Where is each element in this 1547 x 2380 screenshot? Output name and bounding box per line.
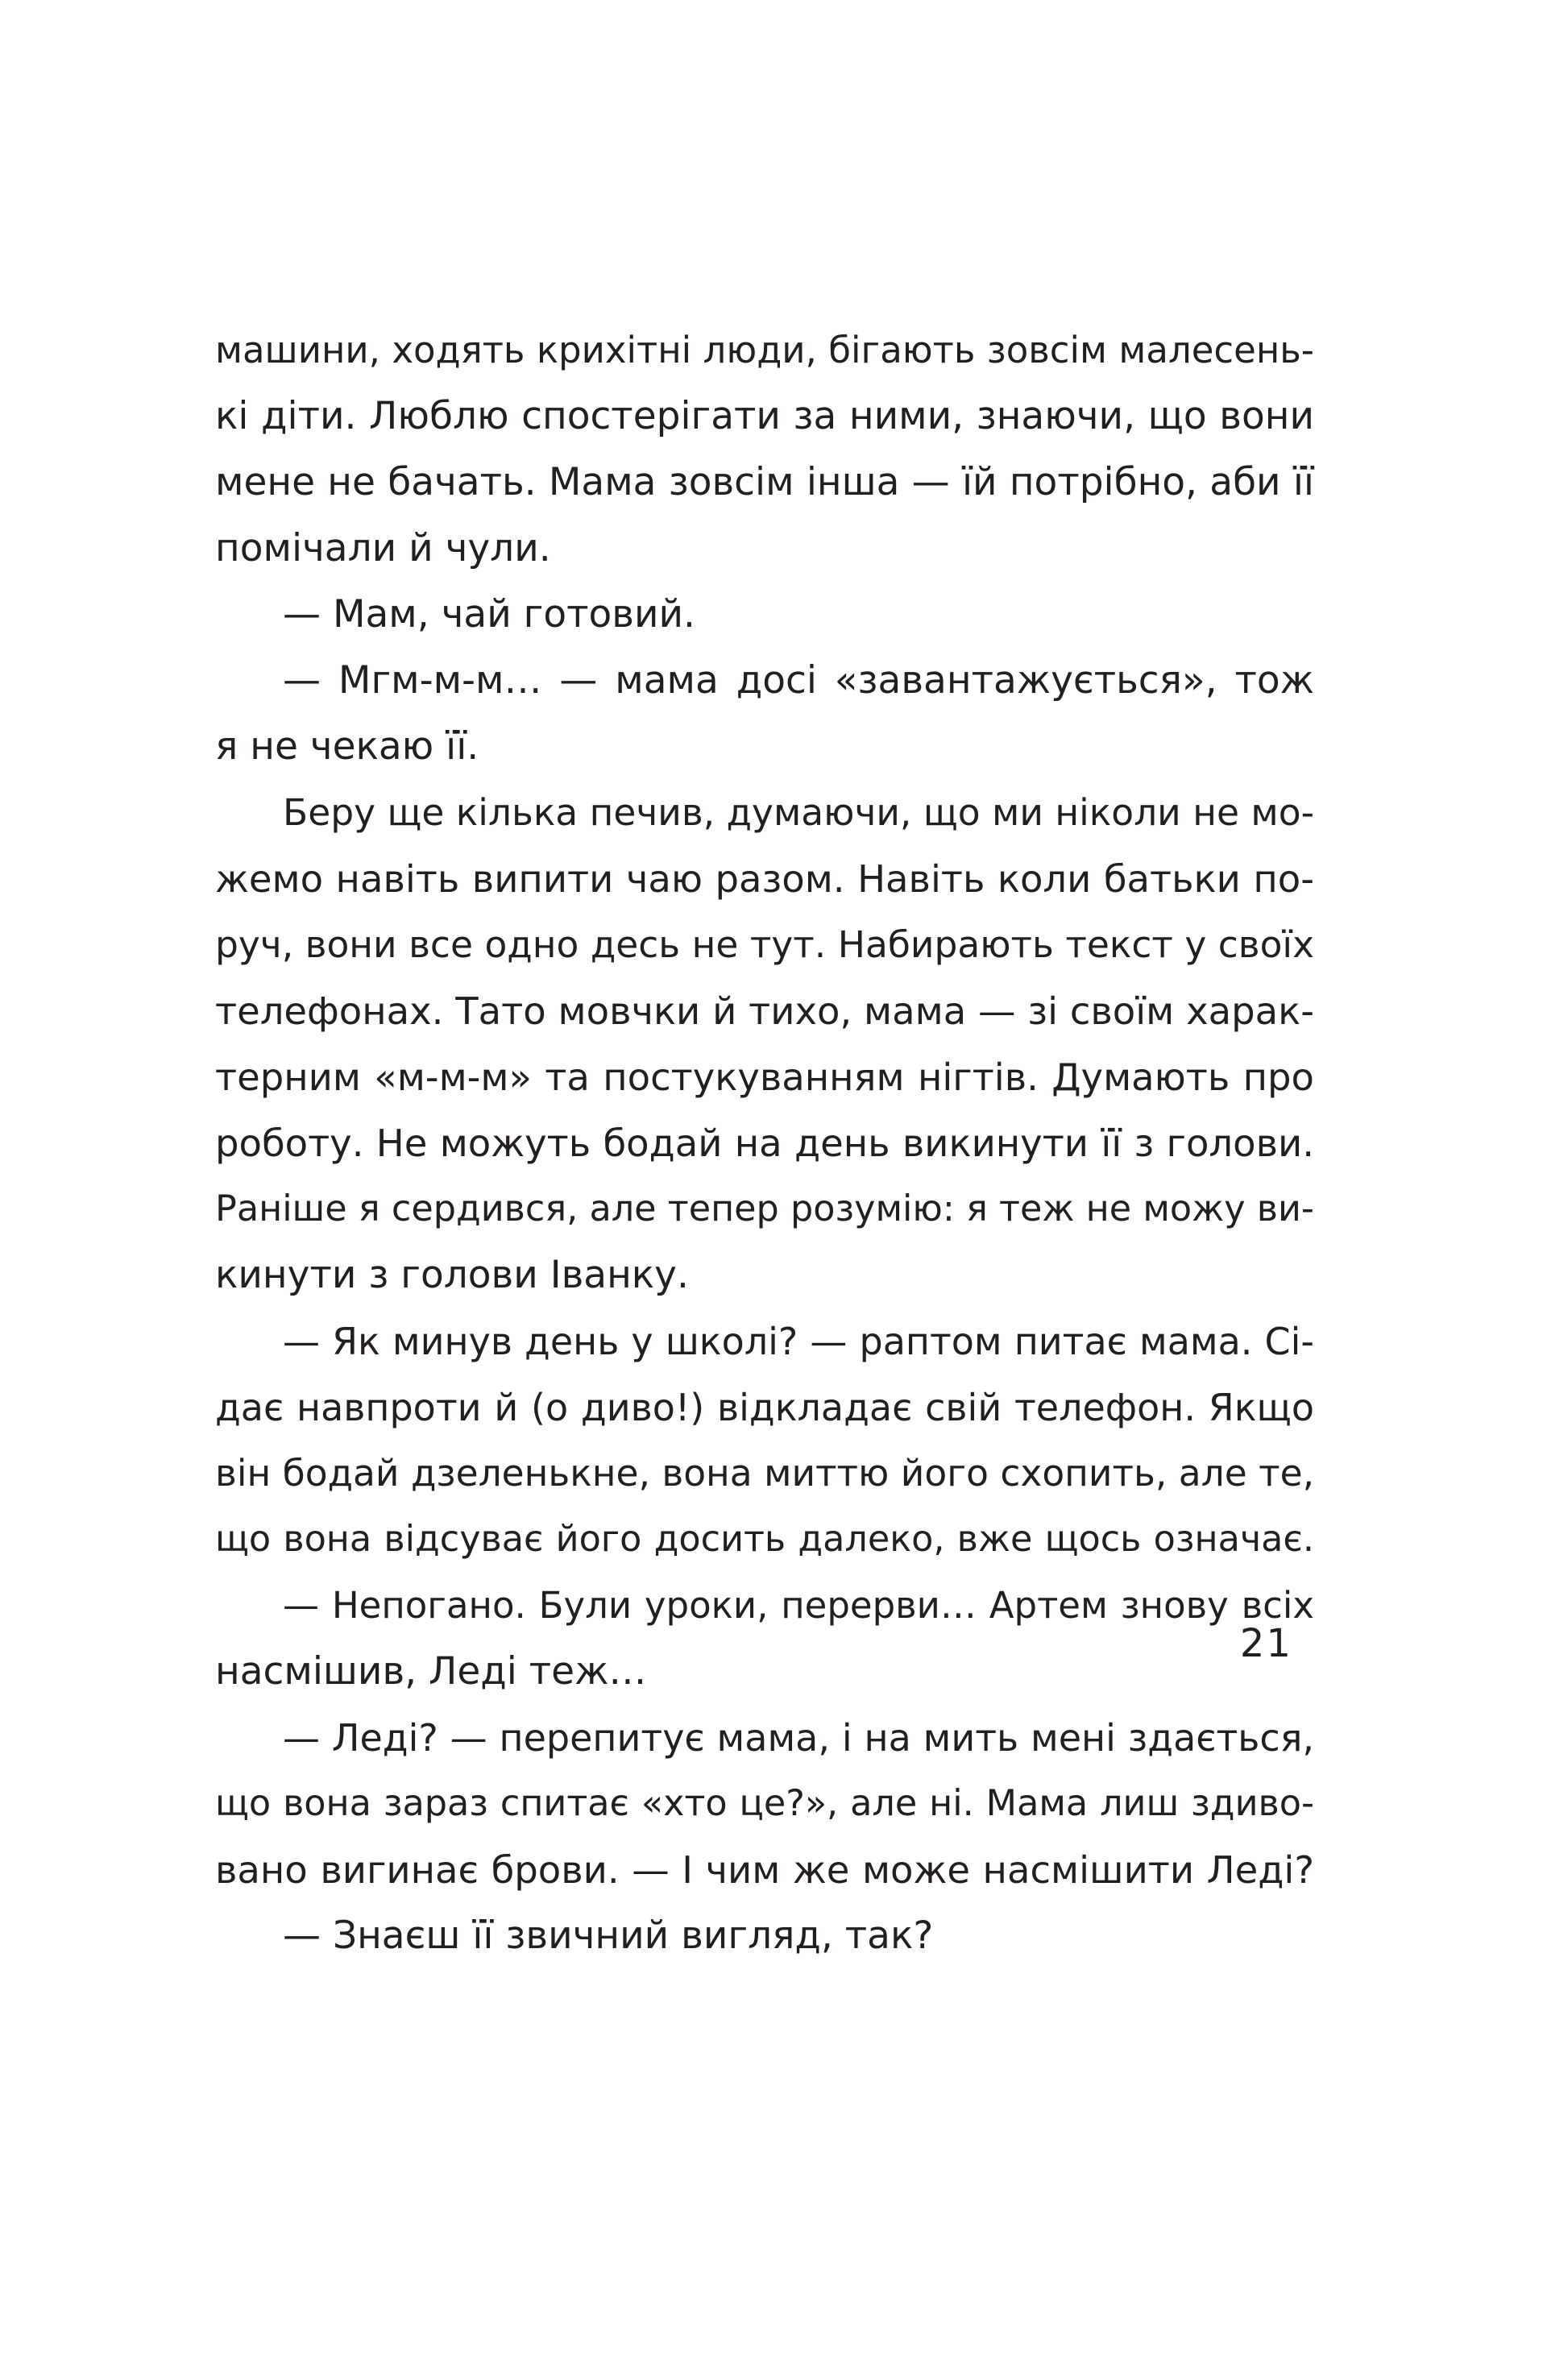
text-line: — Леді? — перепитує мама, і на мить мені здається,	[283, 1716, 1314, 1760]
text-line: кинути з голови Іванку.	[215, 1253, 689, 1297]
text-line: він бодай дзеленькне, вона миттю його схопить, але те,	[215, 1452, 1315, 1495]
text-line: що вона зараз спитає «хто це?», але ні. Мама лиш здиво-	[215, 1783, 1314, 1824]
text-line: руч, вони все одно десь не тут. Набирають текст у своїх	[215, 923, 1314, 966]
text-line: — Мам, чай готовий.	[283, 592, 695, 636]
text-line: мене не бачать. Мама зовсім інша — їй потрібно, аби її	[215, 460, 1314, 504]
text-line: дає навпроти й (о диво!) відкладає свій телефон. Якщо	[215, 1386, 1314, 1429]
text-line: — Знаєш її звичний вигляд, так?	[283, 1914, 934, 1958]
text-line: — Непогано. Були уроки, перерви… Артем знову всіх	[283, 1584, 1314, 1627]
text-line: телефонах. Тато мовчки й тихо, мама — зі своїм харак-	[215, 989, 1314, 1033]
text-line: терним «м-м-м» та постукуванням нігтів. Думають про	[215, 1055, 1314, 1099]
text-line: роботу. Не можуть бодай на день викинути її з голови.	[215, 1122, 1314, 1165]
text-line: що вона відсуває його досить далеко, вже щось означає.	[215, 1519, 1314, 1560]
text-line: я не чекаю її.	[215, 724, 479, 769]
text-line: машини, ходять крихітні люди, бігають зовсім малесень-	[215, 329, 1314, 371]
text-line: — Мгм-м-м… — мама досі «завантажується», тож	[283, 658, 1314, 703]
text-line: Беру ще кілька печив, думаючи, що ми ніколи не мо-	[283, 791, 1314, 834]
text-line: жемо навіть випити чаю разом. Навіть коли батьки по-	[215, 857, 1314, 901]
page-number: 21	[1239, 1621, 1292, 1666]
text-line: насмішив, Леді теж…	[215, 1649, 647, 1694]
text-line: кі діти. Люблю спостерігати за ними, знаючи, що вони	[215, 394, 1314, 438]
text-line: вано вигинає брови. — І чим же може насмішити Леді?	[215, 1848, 1314, 1892]
text-line: Раніше я сердився, але тепер розумію: я теж не можу ви-	[215, 1188, 1314, 1229]
text-line: — Як минув день у школі? — раптом питає мама. Сі-	[283, 1320, 1314, 1363]
text-line: помічали й чули.	[215, 526, 551, 570]
body-text	[215, 317, 1314, 1969]
